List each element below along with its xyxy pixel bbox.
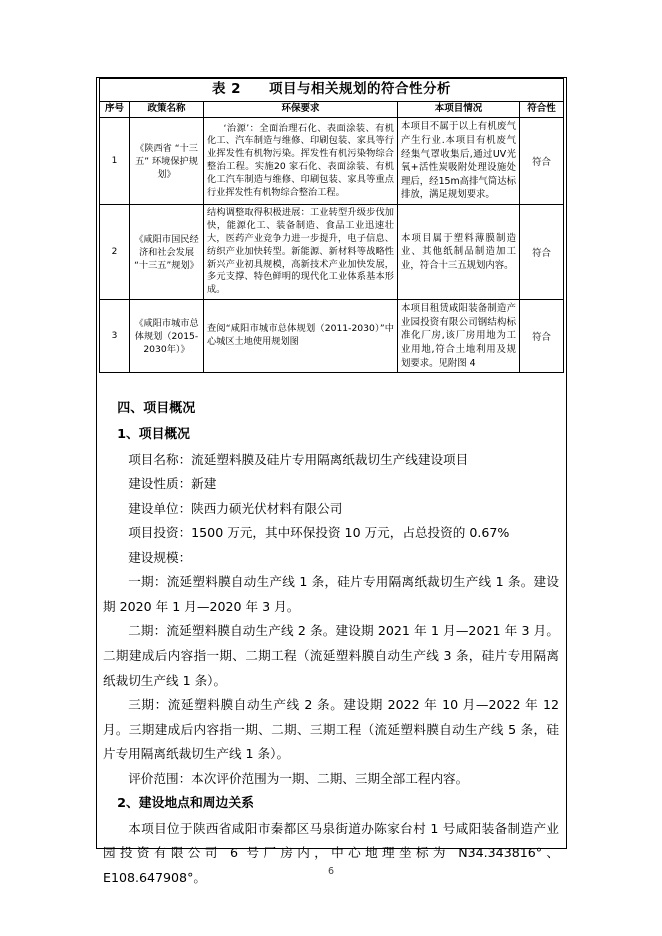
location-paragraph: 本项目位于陕西省咸阳市秦都区马泉街道办陈家台村 1 号咸阳装备制造产业园投资有限公司 6 号厂房内，中心地理坐标为 N34.343816°、E108.647908°。: [103, 820, 559, 885]
row-requirement: 结构调整取得积极进展：工业转型升级步伐加快，能源化工、装备制造、食品工业迅速壮大，医药产业竞争力进一步提升，电子信息、纺织产业加快转型。新能源、新材料等战略性新兴产业初具规模，高新技术产业加快发展，多元支撑、特色鲜明的现代化工业体系基本形成。: [204, 205, 398, 300]
row-no: 3: [100, 300, 130, 373]
compliance-analysis-table: [99, 78, 564, 373]
table-caption: 表 2 项目与相关规划的符合性分析: [100, 79, 564, 102]
phase-2-paragraph: 二期：流延塑料膜自动生产线 2 条。建设期 2021 年 1 月—2021 年 3 月。二期建成后内容指一期、二期工程（流延塑料膜自动生产线 3 条，硅片专用隔离纸裁切生产线 1 条）。: [103, 623, 559, 688]
row-no: 2: [100, 205, 130, 300]
row-policy: 《咸阳市国民经济和社会发展“十三五”规划》: [130, 205, 204, 300]
column-header-requirement: 环保要求: [204, 101, 398, 117]
phase-3-paragraph: 三期：流延塑料膜自动生产线 2 条。建设期 2022 年 10 月—2022 年 12 月。三期建成后内容指一期、二期、三期工程（流延塑料膜自动生产线 5 条，硅片专用隔离纸裁切生产线 1 条）。: [103, 697, 559, 762]
row-requirement: ‘治源’：全面治理石化、表面涂装、有机化工、汽车制造与维修、印刷包装、家具等行业挥发性有机物污染。挥发性有机污染物综合整治工程。实施20 家石化、表面涂装、有机化工汽车制造与维修、印刷包装、家具等重点行业挥发性有机物综合整治工程。: [204, 118, 398, 205]
phase-1-paragraph: 一期：流延塑料膜自动生产线 1 条，硅片专用隔离纸裁切生产线 1 条。建设期 2020 年 1 月—2020 年 3 月。: [103, 574, 559, 614]
evaluation-scope-line: 评价范围：本次评价范围为一期、二期、三期全部工程内容。: [128, 770, 469, 786]
row-no: 1: [100, 118, 130, 205]
project-unit-line: 建设单位：陕西力硕光伏材料有限公司: [128, 500, 343, 516]
row-status: 本项目不属于以上有机废气产生行业.本项目有机废气经集气罩收集后,通过UV光氧+活性炭吸附处理设施处理后，经15m高排气筒达标排放，满足规划要求。: [398, 118, 520, 205]
row-policy: 《陕西省 “十三五” 环境保护规划》: [130, 118, 204, 205]
page-number: 6: [327, 866, 335, 877]
construction-scale-label: 建设规模：: [128, 549, 192, 565]
table-caption-row: [100, 79, 564, 102]
row-compliance: 符合: [520, 300, 564, 373]
subsection-heading-2: 2、建设地点和周边关系: [117, 796, 254, 812]
row-compliance: 符合: [520, 205, 564, 300]
section-heading-4: 四、项目概况: [117, 401, 196, 416]
table-row: [100, 205, 564, 300]
column-header-compliance: 符合性: [520, 101, 564, 117]
table-row: [100, 300, 564, 373]
row-status: 本项目租赁咸阳装备制造产业园投资有限公司钢结构标准化厂房,该厂房用地为工业用地,符合土地利用及规划要求。见附图 4: [398, 300, 520, 373]
table-header-row: [100, 101, 564, 117]
column-header-status: 本项目情况: [398, 101, 520, 117]
project-name-line: 项目名称：流延塑料膜及硅片专用隔离纸裁切生产线建设项目: [128, 451, 469, 467]
column-header-policy: 政策名称: [130, 101, 204, 117]
project-investment-line: 项目投资：1500 万元，其中环保投资 10 万元，占总投资的 0.67%: [128, 525, 510, 541]
subsection-heading-1: 1、项目概况: [117, 427, 190, 442]
row-requirement: 查阅“咸阳市城市总体规划（2011-2030）”中心城区土地使用规划图: [204, 300, 398, 373]
document-body: [103, 396, 559, 890]
row-policy: 《咸阳市城市总体规划（2015-2030年）》: [130, 300, 204, 373]
project-nature-line: 建设性质：新建: [128, 476, 217, 492]
row-compliance: 符合: [520, 118, 564, 205]
column-header-no: 序号: [100, 101, 130, 117]
table-row: [100, 118, 564, 205]
row-status: 本项目属于塑料薄膜制造业、其他纸制品制造加工业，符合十三五规划内容。: [398, 205, 520, 300]
